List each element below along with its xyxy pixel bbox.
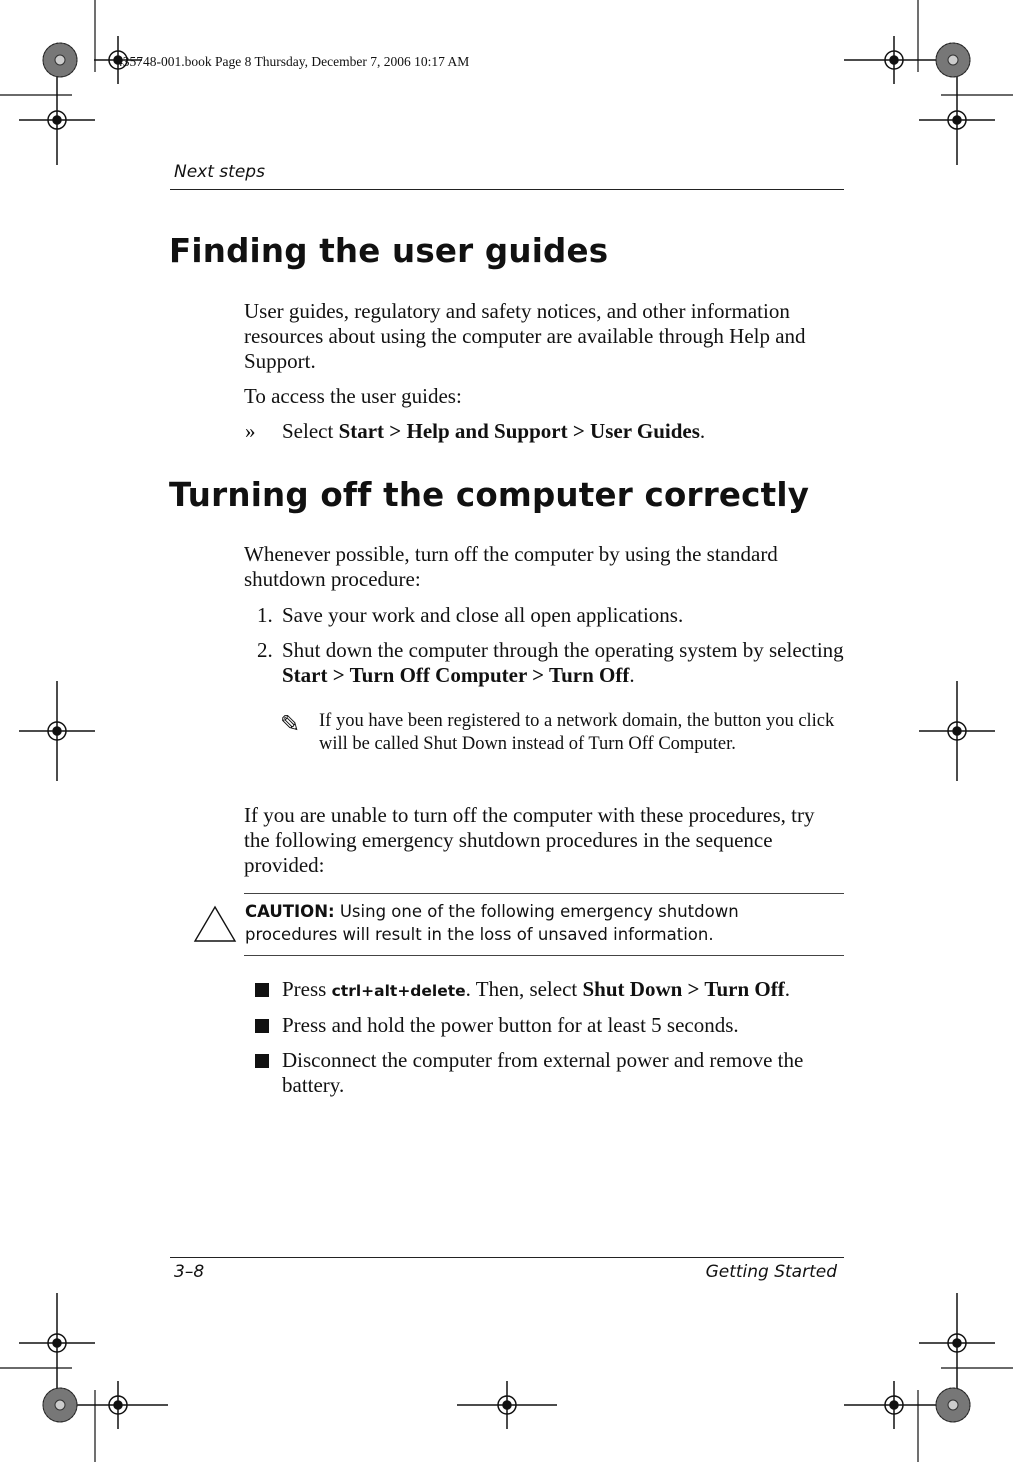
step-save-work: Save your work and close all open applications. <box>282 603 684 627</box>
step-number: 1. <box>257 603 273 627</box>
menu-path: Start > Help and Support > User Guides <box>338 419 700 443</box>
running-head: Next steps <box>174 162 265 182</box>
domain-note: If you have been registered to a network domain, the button you click will be called Shut Down instead of Turn Off Computer. <box>319 711 835 754</box>
step-prefix: Shut down the computer through the operating system by selecting <box>282 638 844 662</box>
bullet-square-icon <box>255 1019 269 1033</box>
menu-path: Start > Turn Off Computer > Turn Off <box>282 663 630 687</box>
section-heading-user-guides: Finding the user guides <box>169 232 609 270</box>
step-shut-down <box>282 638 844 688</box>
bullet-square-icon <box>255 1054 269 1068</box>
caution-box <box>245 901 785 946</box>
page-number: 3–8 <box>174 1262 205 1282</box>
caution-message: Using one of the following emergency shutdown procedures will result in the loss of unsaved information. <box>245 902 739 944</box>
warning-triangle-icon <box>193 905 237 943</box>
user-guides-paragraph: User guides, regulatory and safety notices, and other information resources about using the computer are available through Help and Support. <box>244 299 806 373</box>
emergency-intro-paragraph: If you are unable to turn off the computer with these procedures, try the following emergency shutdown procedures in the sequence provided: <box>244 803 815 877</box>
header-rule <box>170 189 844 190</box>
key-combo: ctrl+alt+delete <box>331 982 466 1000</box>
step-number: 2. <box>257 638 273 662</box>
menu-path: Shut Down > Turn Off <box>582 977 785 1001</box>
bullet-square-icon <box>255 983 269 997</box>
shutdown-intro-paragraph: Whenever possible, turn off the computer by using the standard shutdown procedure: <box>244 542 778 591</box>
step-prefix: Select <box>282 419 339 443</box>
book-title: Getting Started <box>705 1262 837 1282</box>
step-marker: » <box>245 419 256 443</box>
step-suffix: . <box>629 663 635 687</box>
bullet-power-button: Press and hold the power button for at least 5 seconds. <box>282 1013 739 1037</box>
bullet-prefix: Press <box>282 977 332 1001</box>
bullet-ctrl-alt-delete <box>282 977 844 1004</box>
caution-rule-bottom <box>244 955 844 956</box>
section-heading-turning-off: Turning off the computer correctly <box>169 476 810 514</box>
bullet-suffix: . <box>784 977 790 1001</box>
bullet-middle: . Then, select <box>465 977 583 1001</box>
pencil-note-icon: ✎ <box>280 710 301 738</box>
caution-label: CAUTION: <box>245 902 335 921</box>
bullet-disconnect-power: Disconnect the computer from external power and remove the battery. <box>282 1048 804 1097</box>
caution-rule-top <box>244 893 844 894</box>
step-suffix: . <box>699 419 706 443</box>
select-user-guides-step <box>282 419 844 444</box>
print-slug: 435748-001.book Page 8 Thursday, December 7, 2006 10:17 AM <box>116 54 470 69</box>
footer-rule <box>170 1257 844 1258</box>
access-guides-paragraph: To access the user guides: <box>244 384 462 408</box>
